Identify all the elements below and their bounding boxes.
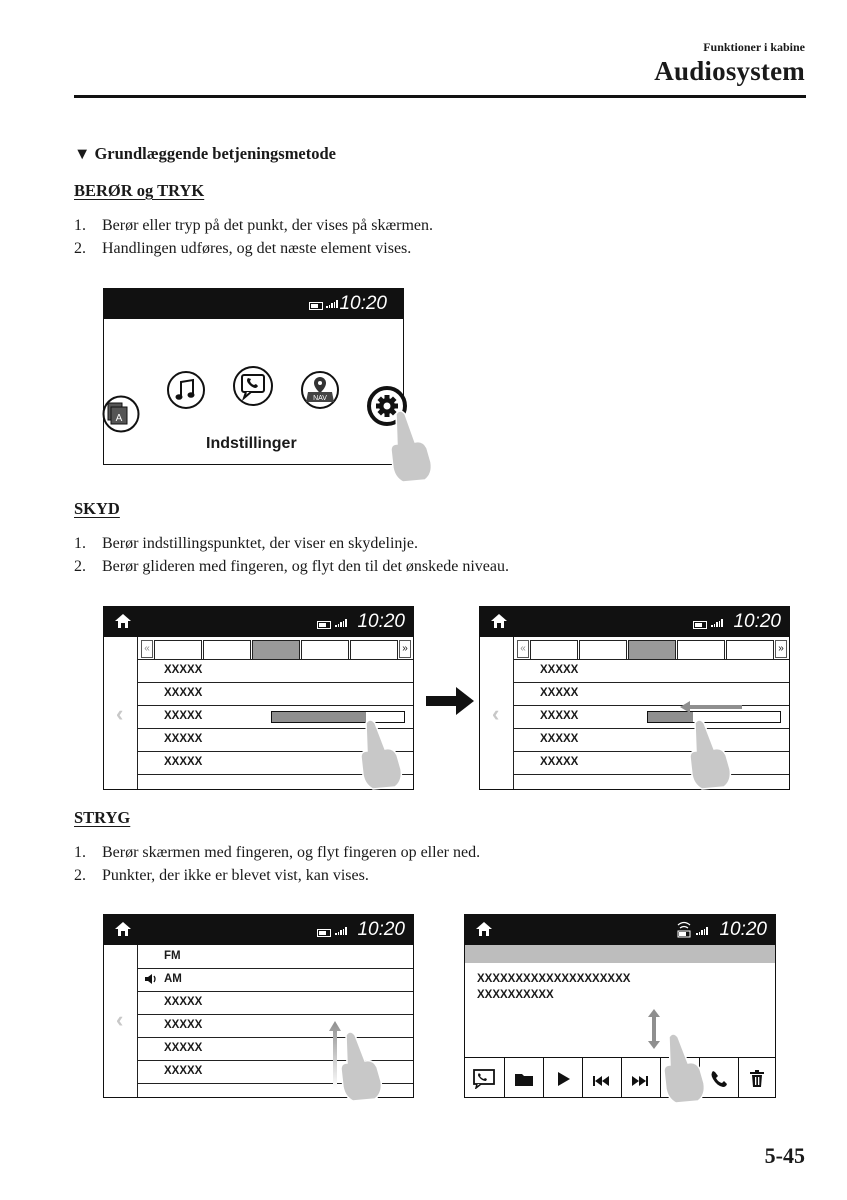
message-line: XXXXXXXXXXXXXXXXXXXX [477, 973, 631, 985]
swipe-step-2 [74, 867, 369, 885]
clock: 10:20 [357, 919, 405, 940]
status-bar [104, 289, 403, 319]
tab[interactable] [677, 640, 725, 659]
clock: 10:20 [357, 611, 405, 632]
step-text: Berør eller tryp på det punkt, der vises på skærmen. [102, 217, 434, 234]
step-number: 1. [74, 217, 86, 234]
tab[interactable] [301, 640, 349, 659]
slider-fill [272, 712, 366, 722]
step-number: 1. [74, 844, 86, 861]
finger-icon [336, 1027, 396, 1112]
step-text: Berør indstillingspunktet, der viser en skydelinje. [102, 535, 418, 552]
finger-icon [661, 1029, 721, 1114]
delete-icon [749, 1070, 765, 1093]
phone-message-icon [473, 1069, 495, 1094]
home-icon[interactable] [114, 613, 132, 629]
previous-track-icon [593, 1073, 611, 1091]
music-icon[interactable] [166, 370, 206, 415]
clock: 10:20 [339, 293, 387, 314]
touch-step-2 [74, 240, 411, 258]
step-text: Berør skærmen med fingeren, og flyt fingeren op eller ned. [102, 844, 481, 861]
slider-screen-before [103, 606, 414, 790]
header-section: Funktioner i kabine [703, 40, 805, 54]
list-item-label: XXXXX [164, 996, 203, 1008]
page-number: 5-45 [764, 1143, 805, 1168]
list-item[interactable] [514, 752, 789, 775]
page-title: Audiosystem [654, 56, 805, 86]
list-item-label: XXXXX [540, 733, 579, 745]
slide-step-2 [74, 558, 509, 576]
folder-button[interactable] [504, 1058, 544, 1098]
phone-message-button[interactable] [465, 1058, 505, 1098]
delete-button[interactable] [738, 1058, 775, 1098]
chevron-left-icon[interactable]: ‹ [116, 1007, 124, 1032]
chevron-left-icon[interactable]: ‹ [492, 701, 500, 726]
status-bar [465, 915, 775, 945]
navigation-icon[interactable] [300, 370, 340, 415]
list-item-label: XXXXX [164, 733, 203, 745]
list-item[interactable] [138, 946, 413, 969]
step-number: 2. [74, 558, 86, 575]
home-screen [103, 288, 404, 465]
message-body [477, 971, 630, 1003]
arrow-right-icon [426, 686, 476, 721]
next-track-button[interactable] [621, 1058, 661, 1098]
message-title-bar [465, 945, 775, 963]
slide-heading: SKYD [74, 499, 120, 518]
home-icon[interactable] [475, 921, 493, 937]
list-item-label: XXXXX [164, 1019, 203, 1031]
list-item[interactable] [138, 992, 413, 1015]
nav-text: NAV [313, 395, 327, 402]
finger-icon [384, 404, 444, 489]
list-item-label: XXXXX [540, 710, 579, 722]
slider-screen-after [479, 606, 790, 790]
status-bar [480, 607, 789, 637]
list-item[interactable] [514, 660, 789, 683]
wireless-battery-icon [676, 920, 692, 945]
tab-bar [138, 637, 413, 660]
radio-list-screen [103, 914, 414, 1098]
step-number: 2. [74, 867, 86, 884]
list-item-label: AM [164, 973, 182, 985]
swipe-step-1 [74, 844, 480, 862]
home-icon[interactable] [490, 613, 508, 629]
phone-icon[interactable] [232, 365, 274, 412]
tab-scroll-right-icon[interactable]: » [775, 640, 787, 658]
tab[interactable] [154, 640, 202, 659]
header-rule [74, 95, 806, 98]
touch-heading: BERØR og TRYK [74, 181, 205, 200]
apps-letter: A [115, 413, 123, 424]
list-item-label: FM [164, 950, 181, 962]
message-screen [464, 914, 776, 1098]
list-item-label: XXXXX [164, 710, 203, 722]
step-text: Handlingen udføres, og det næste element vises. [102, 240, 412, 257]
list-item-label: XXXXX [164, 756, 203, 768]
step-number: 2. [74, 240, 86, 257]
tab-selected[interactable] [628, 640, 676, 659]
settings-label: Indstillinger [206, 435, 297, 452]
section-title: ▼ Grundlæggende betjeningsmetode [74, 144, 337, 163]
battery-icon [693, 621, 707, 629]
clock: 10:20 [719, 919, 767, 940]
signal-icon [335, 927, 347, 935]
tab-scroll-left-icon[interactable]: « [517, 640, 529, 658]
list-item-label: XXXXX [164, 664, 203, 676]
tab[interactable] [726, 640, 774, 659]
tab-bar [514, 637, 789, 660]
list-item[interactable] [514, 729, 789, 752]
status-bar [104, 915, 413, 945]
step-number: 1. [74, 535, 86, 552]
battery-icon [317, 621, 331, 629]
list-item[interactable] [514, 683, 789, 706]
signal-icon [696, 927, 708, 935]
finger-icon [685, 715, 745, 795]
list-item-label: XXXXX [164, 1042, 203, 1054]
signal-icon [711, 619, 723, 627]
finger-icon [356, 715, 416, 795]
tab-scroll-left-icon[interactable]: « [141, 640, 153, 658]
signal-icon [335, 619, 347, 627]
step-text: Berør glideren med fingeren, og flyt den til det ønskede niveau. [102, 558, 509, 575]
list-item-label: XXXXX [540, 664, 579, 676]
list-item[interactable] [138, 969, 413, 992]
previous-track-button[interactable] [582, 1058, 622, 1098]
tab[interactable] [203, 640, 251, 659]
scroll-updown-arrow-icon [647, 1009, 661, 1054]
tab-scroll-right-icon[interactable]: » [399, 640, 411, 658]
battery-icon [309, 302, 323, 310]
swipe-heading: STRYG [74, 808, 131, 827]
chevron-left-icon[interactable]: ‹ [116, 701, 124, 726]
tab-selected[interactable] [252, 640, 300, 659]
home-icon[interactable] [114, 921, 132, 937]
list-item-label: XXXXX [164, 1065, 203, 1077]
message-line: XXXXXXXXXX [477, 989, 554, 1001]
slide-step-1 [74, 535, 418, 553]
list-item[interactable] [138, 660, 413, 683]
list-item[interactable] [514, 706, 789, 729]
signal-icon [326, 300, 338, 308]
step-text: Punkter, der ikke er blevet vist, kan vises. [102, 867, 369, 884]
message-toolbar [465, 1057, 775, 1098]
tab[interactable] [579, 640, 627, 659]
list-item[interactable] [138, 683, 413, 706]
status-bar [104, 607, 413, 637]
tab[interactable] [350, 640, 398, 659]
list-item-label: XXXXX [164, 687, 203, 699]
list-item-label: XXXXX [540, 687, 579, 699]
apps-icon[interactable] [102, 395, 140, 433]
next-track-icon [632, 1073, 650, 1091]
speaker-icon [144, 972, 158, 991]
clock: 10:20 [733, 611, 781, 632]
folder-icon [514, 1071, 534, 1092]
play-button[interactable] [543, 1058, 583, 1098]
tab[interactable] [530, 640, 578, 659]
play-icon [557, 1071, 571, 1092]
battery-icon [317, 929, 331, 937]
touch-step-1 [74, 217, 433, 235]
list-item-label: XXXXX [540, 756, 579, 768]
